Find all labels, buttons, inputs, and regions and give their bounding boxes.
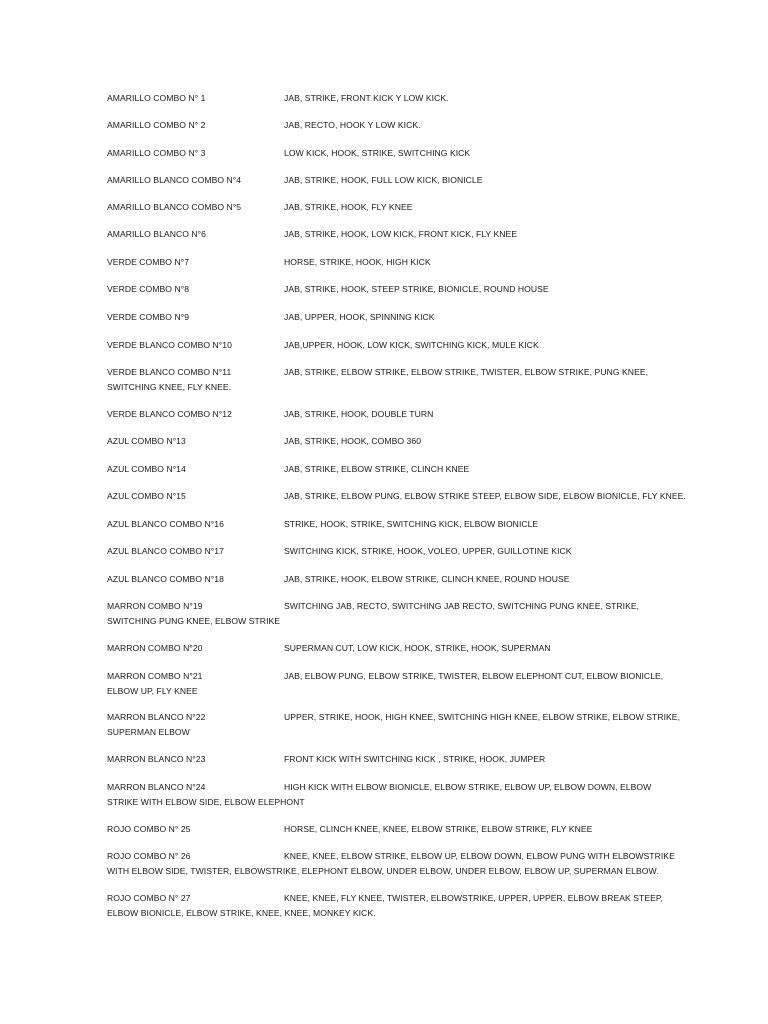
combo-moves: JAB, STRIKE, HOOK, COMBO 360 [284,436,422,446]
combo-name: AMARILLO COMBO N° 1 [107,93,206,103]
combo-moves: JAB, STRIKE, HOOK, LOW KICK, FRONT KICK, FLY KNEE [284,229,518,239]
combo-moves: LOW KICK, HOOK, STRIKE, SWITCHING KICK [284,148,471,158]
combo-entry [107,434,677,449]
combo-moves-continued: STRIKE WITH ELBOW SIDE, ELBOW ELEPHONT [107,797,305,807]
combo-entry [107,780,677,810]
combo-moves-continued: ELBOW UP, FLY KNEE [107,686,198,696]
combo-name: VERDE COMBO N°9 [107,312,190,322]
combo-entry [107,338,677,353]
combo-name: ROJO COMBO N° 26 [107,851,191,861]
combo-moves: SWITCHING JAB, RECTO, SWITCHING JAB RECTO, SWITCHING PUNG KNEE, STRIKE, [284,601,640,611]
combo-name: VERDE BLANCO COMBO N°12 [107,409,232,419]
combo-moves: HIGH KICK WITH ELBOW BIONICLE, ELBOW STRIKE, ELBOW UP, ELBOW DOWN, ELBOW [284,782,652,792]
combo-moves: JAB, ELBOW PUNG, ELBOW STRIKE, TWISTER, ELBOW ELEPHONT CUT, ELBOW BIONICLE, [284,671,664,681]
combo-name: MARRON BLANCO N°23 [107,754,206,764]
combo-entry [107,173,677,188]
combo-moves: KNEE, KNEE, FLY KNEE, TWISTER, ELBOWSTRIKE, UPPER, UPPER, ELBOW BREAK STEEP, [284,893,663,903]
combo-name: MARRON COMBO N°19 [107,601,203,611]
combo-moves: FRONT KICK WITH SWITCHING KICK , STRIKE, HOOK, JUMPER [284,754,546,764]
combo-name: AZUL COMBO N°14 [107,464,186,474]
combo-moves: JAB, STRIKE, HOOK, FLY KNEE [284,202,413,212]
combo-entry [107,365,677,395]
combo-name: AMARILLO BLANCO COMBO N°5 [107,202,242,212]
combo-moves: JAB, STRIKE, HOOK, FULL LOW KICK, BIONICLE [284,175,483,185]
combo-name: AZUL BLANCO COMBO N°16 [107,519,224,529]
combo-entry [107,544,677,559]
combo-moves: JAB, RECTO, HOOK Y LOW KICK. [284,120,421,130]
combo-entry [107,752,677,767]
combo-moves: JAB, UPPER, HOOK, SPINNING KICK [284,312,435,322]
combo-moves: JAB, STRIKE, FRONT KICK Y LOW KICK. [284,93,449,103]
combo-moves: JAB, STRIKE, HOOK, STEEP STRIKE, BIONICLE, ROUND HOUSE [284,284,549,294]
combo-name: AMARILLO COMBO N° 3 [107,148,206,158]
combo-entry [107,641,677,656]
combo-entry [107,669,677,699]
combo-moves: KNEE, KNEE, ELBOW STRIKE, ELBOW UP, ELBOW DOWN, ELBOW PUNG WITH ELBOWSTRIKE [284,851,675,861]
combo-name: MARRON COMBO N°21 [107,671,203,681]
combo-name: AMARILLO COMBO N° 2 [107,120,206,130]
combo-name: VERDE COMBO N°8 [107,284,190,294]
combo-entry [107,710,681,740]
combo-moves: HORSE, CLINCH KNEE, KNEE, ELBOW STRIKE, ELBOW STRIKE, FLY KNEE [284,824,593,834]
combo-name: MARRON BLANCO N°24 [107,782,206,792]
combo-name: AMARILLO BLANCO N°6 [107,229,206,239]
combo-moves: SUPERMAN CUT, LOW KICK, HOOK, STRIKE, HOOK, SUPERMAN [284,643,551,653]
combo-entry [107,849,677,879]
combo-entry [107,146,677,161]
combo-entry [107,572,677,587]
combo-moves-continued: SWITCHING KNEE, FLY KNEE. [107,382,232,392]
combo-name: AZUL COMBO N°13 [107,436,186,446]
combo-moves: JAB, STRIKE, HOOK, ELBOW STRIKE, CLINCH KNEE, ROUND HOUSE [284,574,570,584]
combo-entry [107,599,677,629]
combo-moves: UPPER, STRIKE, HOOK, HIGH KNEE, SWITCHING HIGH KNEE, ELBOW STRIKE, ELBOW STRIKE, [284,712,681,722]
combo-name: MARRON COMBO N°20 [107,643,203,653]
combo-entry [107,282,677,297]
combo-moves: JAB, STRIKE, ELBOW PUNG, ELBOW STRIKE STEEP, ELBOW SIDE, ELBOW BIONICLE, FLY KNEE. [284,491,686,501]
combo-name: ROJO COMBO N° 27 [107,893,191,903]
combo-moves: JAB, STRIKE, HOOK, DOUBLE TURN [284,409,434,419]
combo-entry [107,310,677,325]
combo-moves-continued: ELBOW BIONICLE, ELBOW STRIKE, KNEE, KNEE, MONKEY KICK. [107,908,376,918]
combo-moves: JAB,UPPER, HOOK, LOW KICK, SWITCHING KICK, MULE KICK [284,340,539,350]
combo-name: AZUL BLANCO COMBO N°17 [107,546,224,556]
combo-entry [107,407,677,422]
combo-moves-continued: SWITCHING PUNG KNEE, ELBOW STRIKE [107,616,281,626]
combo-entry [107,200,677,215]
combo-moves-continued: WITH ELBOW SIDE, TWISTER, ELBOWSTRIKE, ELEPHONT ELBOW, UNDER ELBOW, UNDER ELBOW, ELBOW UP, SUPERMAN ELBOW. [107,866,659,876]
combo-name: AZUL BLANCO COMBO N°18 [107,574,224,584]
combo-moves: SWITCHING KICK, STRIKE, HOOK, VOLEO, UPPER, GUILLOTINE KICK [284,546,572,556]
combo-name: ROJO COMBO N° 25 [107,824,191,834]
combo-entry [107,118,677,133]
combo-name: VERDE COMBO N°7 [107,257,190,267]
combo-name: AMARILLO BLANCO COMBO N°4 [107,175,242,185]
combo-name: VERDE BLANCO COMBO N°11 [107,367,232,377]
combo-moves: HORSE, STRIKE, HOOK, HIGH KICK [284,257,431,267]
combo-entry [107,517,677,532]
combo-entry [107,227,677,242]
combo-entry [107,255,677,270]
combo-name: AZUL COMBO N°15 [107,491,186,501]
combo-moves: STRIKE, HOOK, STRIKE, SWITCHING KICK, ELBOW BIONICLE [284,519,539,529]
combo-moves: JAB, STRIKE, ELBOW STRIKE, CLINCH KNEE [284,464,470,474]
combo-moves-continued: SUPERMAN ELBOW [107,727,190,737]
combo-entry [107,462,677,477]
combo-moves: JAB, STRIKE, ELBOW STRIKE, ELBOW STRIKE, TWISTER, ELBOW STRIKE, PUNG KNEE, [284,367,649,377]
combo-entry [107,891,677,921]
combo-entry [107,822,677,837]
combo-entry [107,91,677,106]
combo-entry [107,489,686,504]
combo-name: MARRON BLANCO N°22 [107,712,206,722]
combo-name: VERDE BLANCO COMBO N°10 [107,340,232,350]
